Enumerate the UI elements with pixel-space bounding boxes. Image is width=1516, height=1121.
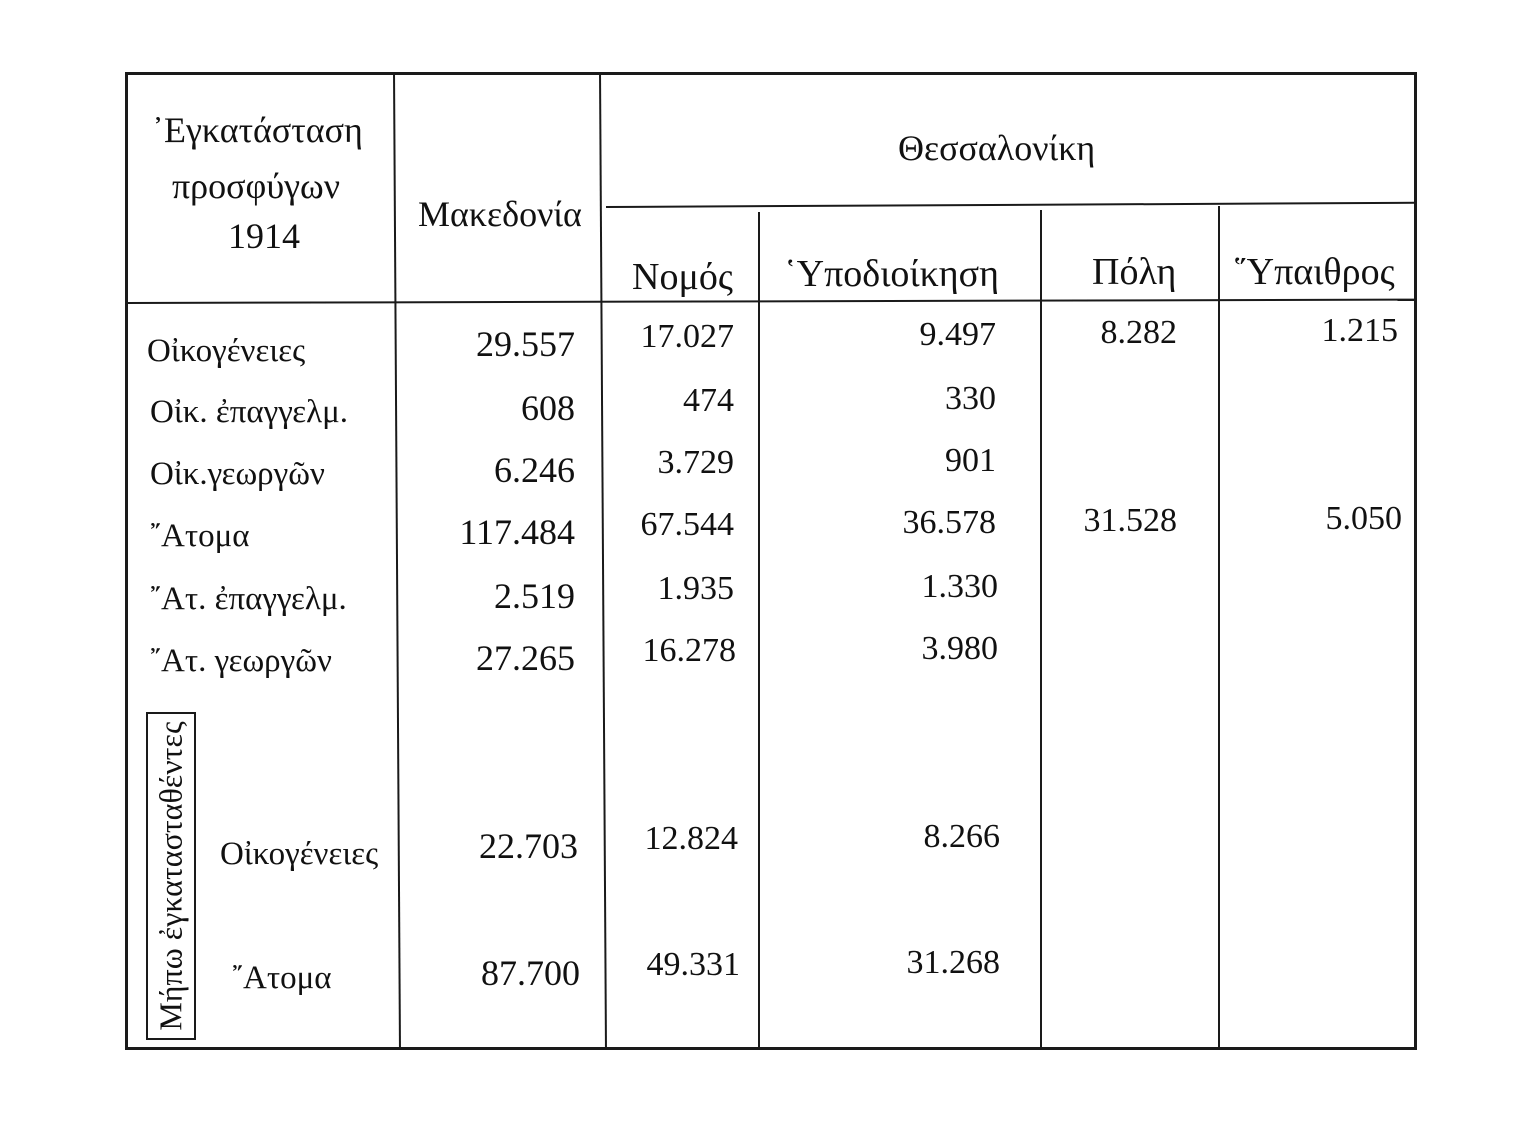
cell-ypodioikisi: 9.497 xyxy=(919,316,996,353)
cell-macedonia: 87.700 xyxy=(481,953,580,993)
cell-ypodioikisi: 901 xyxy=(945,442,996,479)
cell-macedonia: 6.246 xyxy=(494,450,575,490)
not-settled-row-label: Οἰκογένειες xyxy=(220,836,379,872)
row-label: ῎Ατ. ἐπαγγελμ. xyxy=(150,581,347,617)
column-heading-ypodioikisi: ῾Υποδιοίκηση xyxy=(784,253,1000,295)
cell-nomos: 49.331 xyxy=(646,946,740,983)
cell-poli: 31.528 xyxy=(1083,502,1177,539)
column-heading-nomos: Νομός xyxy=(632,256,733,298)
column-heading-poli: Πόλη xyxy=(1092,251,1177,293)
cell-macedonia: 22.703 xyxy=(479,826,578,866)
row-label-heading-line3: 1914 xyxy=(228,216,300,256)
cell-nomos: 3.729 xyxy=(657,444,734,481)
cell-poli: 8.282 xyxy=(1100,314,1177,351)
cell-macedonia: 27.265 xyxy=(476,638,575,678)
statistics-table xyxy=(125,72,1417,1050)
cell-ypaithros: 5.050 xyxy=(1325,500,1402,537)
cell-ypodioikisi: 3.980 xyxy=(921,630,998,667)
cell-macedonia: 117.484 xyxy=(459,512,575,552)
cell-nomos: 16.278 xyxy=(642,632,736,669)
column-divider-ypaithros xyxy=(1218,206,1220,1048)
cell-macedonia: 2.519 xyxy=(494,576,575,616)
cell-macedonia: 29.557 xyxy=(476,324,575,364)
cell-ypodioikisi: 1.330 xyxy=(921,568,998,605)
column-heading-ypaithros: ῞Υπαιθρος xyxy=(1234,251,1395,293)
cell-nomos: 474 xyxy=(683,382,734,419)
cell-nomos: 67.544 xyxy=(640,506,734,543)
not-settled-row-label: ῎Ατομα xyxy=(232,960,332,996)
row-label: Οἰκ. ἐπαγγελμ. xyxy=(150,394,349,430)
row-label-heading-line1: ᾿Εγκατάσταση xyxy=(152,110,363,150)
cell-ypodioikisi: 8.266 xyxy=(923,818,1000,855)
cell-nomos: 12.824 xyxy=(644,820,738,857)
row-label: ῎Ατομα xyxy=(150,518,250,554)
cell-ypaithros: 1.215 xyxy=(1321,312,1398,349)
column-divider-poli xyxy=(1040,210,1042,1048)
cell-ypodioikisi: 36.578 xyxy=(902,504,996,541)
not-settled-group-box xyxy=(146,712,196,1040)
row-label: Οἰκ.γεωργῶν xyxy=(150,456,325,492)
row-label-heading-line2: προσφύγων xyxy=(172,166,341,206)
column-heading-thessaloniki: Θεσσαλονίκη xyxy=(898,128,1096,168)
row-label: Οἰκογένειες xyxy=(147,333,306,369)
column-divider-ypodioikisi xyxy=(758,212,760,1048)
cell-nomos: 17.027 xyxy=(640,318,734,355)
row-label: ῎Ατ. γεωργῶν xyxy=(150,643,332,679)
cell-ypodioikisi: 31.268 xyxy=(906,944,1000,981)
column-heading-macedonia: Μακεδονία xyxy=(418,194,582,234)
cell-macedonia: 608 xyxy=(521,388,575,428)
not-settled-group-label: Μήπω ἐγκατασταθέντες xyxy=(152,721,189,1031)
cell-nomos: 1.935 xyxy=(657,570,734,607)
cell-ypodioikisi: 330 xyxy=(945,380,996,417)
